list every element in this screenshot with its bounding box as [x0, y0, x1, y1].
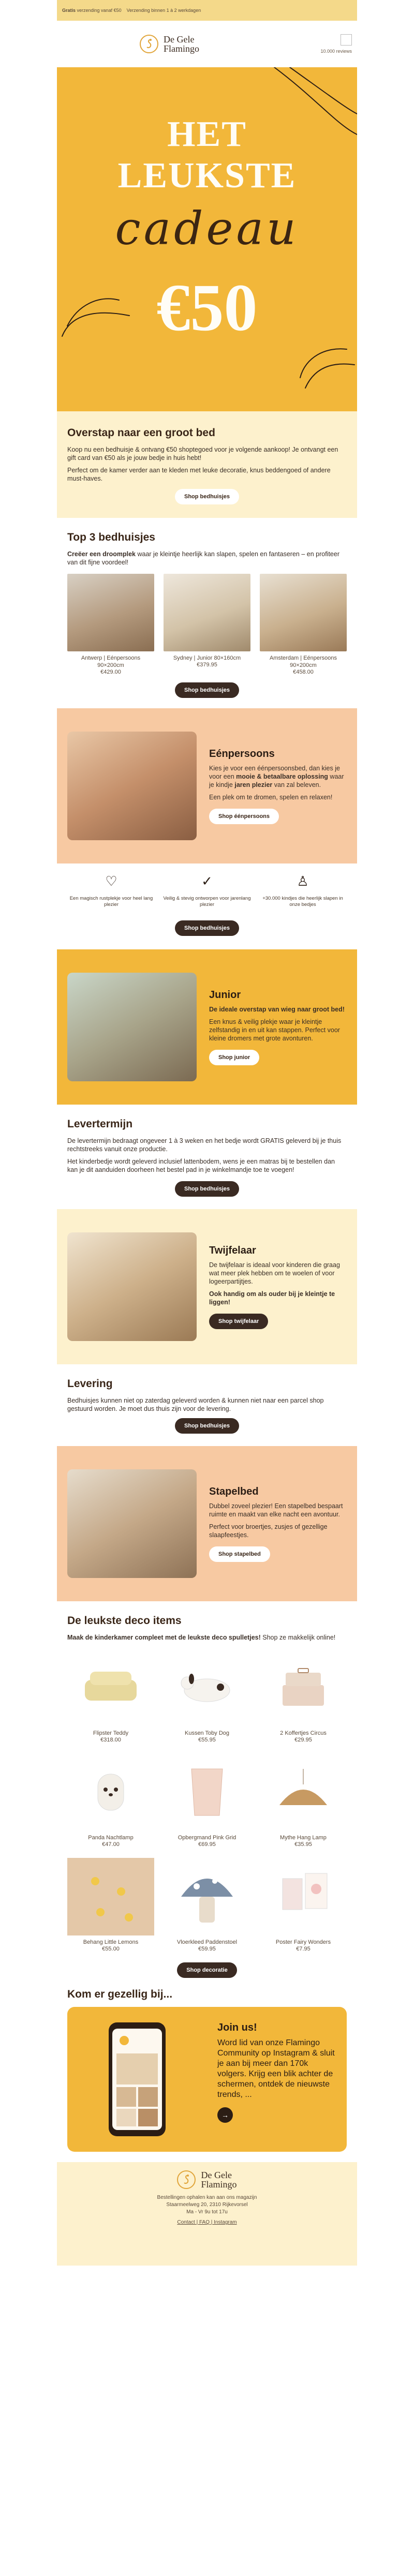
- usp-text: Een magisch rustplekje voor heel lang plezier: [69, 896, 153, 907]
- hanging-lamp-icon: [260, 1753, 347, 1831]
- hero-amount: €50: [156, 271, 258, 345]
- stapelbed-image[interactable]: [67, 1469, 197, 1578]
- footer: [57, 2162, 357, 2266]
- levering-text: Bedhuisjes kunnen niet op zaterdag geleverd worden & kunnen niet naar een parcel shop gestuurd worden. Je moet dus thuis zijn voor de levering.: [67, 1397, 324, 1412]
- community-heading: Join us!: [217, 2022, 257, 2033]
- junior-title: Junior: [209, 989, 241, 1001]
- footer-line-1: Bestellingen ophalen kan aan ons magazijn: [157, 2195, 257, 2200]
- usp-item: [67, 873, 155, 908]
- deco-item[interactable]: [260, 1753, 347, 1848]
- deco-name: Kussen Toby Dog: [184, 1730, 230, 1736]
- levering-title: Levering: [67, 1378, 113, 1390]
- deco-item[interactable]: [67, 1649, 154, 1743]
- twijfelaar-text-1: De twijfelaar is ideaal voor kinderen die graag wat meer plek hebben om te woelen of voor logeerpartijtjes.: [209, 1261, 340, 1285]
- product-image: [67, 574, 154, 651]
- product-card[interactable]: [164, 574, 250, 675]
- intro-section: [57, 411, 357, 518]
- deco-price: €55.95: [198, 1737, 216, 1743]
- deco-price: €47.00: [102, 1841, 120, 1848]
- levertermijn-text-2: Het kinderbedje wordt geleverd inclusief lattenbodem, wens je een matras bij te bestellen dan kan je dit aanduiden doorheen het bestel pad in je winkelmandje toe te voegen!: [67, 1158, 335, 1173]
- top3-lead: Creëer een droomplek waar je kleintje heerlijk kan slapen, spelen en fantaseren – en profiteer van dit fijne voordeel!: [67, 550, 339, 566]
- product-name: Sydney | Junior 80×160cm: [173, 655, 241, 661]
- arrow-right-icon[interactable]: →: [217, 2107, 233, 2123]
- reviews-count: 10.000 reviews: [320, 49, 352, 54]
- levertermijn-section: [57, 1105, 357, 1209]
- reviews-icon: [341, 34, 352, 46]
- deco-item[interactable]: [260, 1858, 347, 1952]
- deco-lead: Maak de kinderkamer compleet met de leukste deco spulletjes! Shop ze makkelijk online!: [67, 1634, 336, 1641]
- deco-price: €35.95: [294, 1841, 312, 1848]
- footer-logo[interactable]: [57, 2170, 357, 2189]
- shop-twijfelaar-button[interactable]: Shop twijfelaar: [209, 1314, 268, 1329]
- product-card[interactable]: [67, 574, 154, 675]
- shop-junior-button[interactable]: Shop junior: [209, 1050, 259, 1065]
- community-text: Word lid van onze Flamingo Community op Instagram & sluit je aan bij meer dan 170k volgers. Krijg een blik achter de schermen, ontdek de nieuwste trends, ...: [217, 2038, 335, 2099]
- junior-section: [57, 949, 357, 1105]
- brand-name-line2: Flamingo: [201, 2179, 237, 2190]
- twijfelaar-title: Twijfelaar: [209, 1244, 256, 1256]
- community-section: [57, 1988, 357, 2162]
- usp-text: +30.000 kindjes die heerlijk slapen in onze bedjes: [262, 896, 343, 907]
- brand-name-line1: De Gele: [201, 2170, 232, 2180]
- basket-icon: [164, 1753, 250, 1831]
- rug-icon: [164, 1858, 250, 1935]
- person-icon: ♙: [297, 873, 309, 889]
- top3-title: Top 3 bedhuisjes: [67, 531, 155, 543]
- deco-item[interactable]: [164, 1858, 250, 1952]
- flamingo-icon: [140, 35, 158, 53]
- usp-row: [57, 863, 357, 913]
- levertermijn-title: Levertermijn: [67, 1118, 133, 1130]
- deco-item[interactable]: [67, 1858, 154, 1952]
- stapelbed-text-1: Dubbel zoveel plezier! Een stapelbed bespaart ruimte en maakt van elke nacht een avontuur.: [209, 1502, 343, 1518]
- product-name: Antwerp | Eénpersoons 90×200cm: [81, 655, 141, 668]
- shop-stapelbed-button[interactable]: Shop stapelbed: [209, 1546, 270, 1562]
- brand-logo[interactable]: [140, 35, 199, 53]
- shop-bedhuisjes-button[interactable]: Shop bedhuisjes: [175, 1181, 239, 1197]
- eenpersoons-title: Eénpersoons: [209, 748, 275, 760]
- header: [57, 21, 357, 67]
- eenpersoons-section: [57, 708, 357, 863]
- shop-eenpersoons-button[interactable]: Shop éénpersoons: [209, 809, 279, 824]
- top3-section: [57, 518, 357, 708]
- deco-name: Opbergmand Pink Grid: [178, 1835, 236, 1841]
- deco-item[interactable]: [164, 1753, 250, 1848]
- deco-price: €29.95: [294, 1737, 312, 1743]
- deco-name: Flipster Teddy: [93, 1730, 129, 1736]
- delivery-notice: Verzending binnen 1 à 2 werkdagen: [126, 8, 201, 13]
- twijfelaar-image[interactable]: [67, 1232, 197, 1341]
- footer-links[interactable]: Contact | FAQ | Instagram: [177, 2220, 237, 2225]
- product-card[interactable]: [260, 574, 347, 675]
- deco-name: Vloerkleed Paddenstoel: [176, 1939, 238, 1945]
- brand-name-line1: De Gele: [164, 34, 195, 44]
- community-title: Kom er gezellig bij...: [67, 1988, 173, 2000]
- deco-item[interactable]: [164, 1649, 250, 1743]
- shop-bedhuisjes-button[interactable]: Shop bedhuisjes: [175, 1418, 239, 1434]
- product-price: €379.95: [197, 662, 217, 668]
- deco-price: €7.95: [296, 1946, 310, 1952]
- deco-price: €55.00: [102, 1946, 120, 1952]
- junior-image[interactable]: [67, 973, 197, 1081]
- shop-decoratie-button[interactable]: Shop decoratie: [177, 1962, 236, 1978]
- junior-text: Een knus & veilig plekje waar je kleintje zelfstandig in en uit kan stappen. Perfect voor kleine dromers met grote avonturen.: [209, 1018, 340, 1042]
- eenpersoons-image[interactable]: [67, 732, 197, 840]
- deco-price: €69.95: [198, 1841, 216, 1848]
- shop-bedhuisjes-button[interactable]: Shop bedhuisjes: [175, 682, 239, 698]
- phone-icon: [67, 2007, 207, 2152]
- flamingo-icon: [177, 2170, 196, 2189]
- hero-line-1: HET: [167, 114, 247, 154]
- heart-icon: ♡: [105, 873, 117, 889]
- intro-text-1: Koop nu een bedhuisje & ontvang €50 shoptegoed voor je volgende aankoop! Je ontvangt een gift card van €50 als je jouw bedje in huis hebt!: [67, 446, 338, 461]
- dog-cushion-icon: [164, 1649, 250, 1726]
- check-icon: ✓: [201, 873, 213, 889]
- brand-name-line2: Flamingo: [164, 43, 200, 54]
- product-name: Amsterdam | Eénpersoons 90×200cm: [269, 655, 337, 668]
- deco-name: Behang Little Lemons: [83, 1939, 139, 1945]
- intro-title: Overstap naar een groot bed: [67, 427, 215, 439]
- twijfelaar-text-2: Ook handig om als ouder bij je kleintje te liggen!: [209, 1290, 335, 1306]
- levering-section: [57, 1364, 357, 1446]
- deco-section: [57, 1601, 357, 1988]
- intro-text-2: Perfect om de kamer verder aan te kleden met leuke decoratie, knus beddengoed of andere must-haves.: [67, 467, 331, 482]
- product-price: €429.00: [100, 669, 121, 675]
- lamp-icon: [67, 1753, 154, 1831]
- deco-name: Poster Fairy Wonders: [275, 1939, 331, 1945]
- eenpersoons-text-1: Kies je voor een éénpersoonsbed, dan kies je voor een mooie & betaalbare oplossing waar je kindje jaren plezier van zal beleven.: [209, 764, 344, 788]
- deco-price: €318.00: [100, 1737, 121, 1743]
- poster-icon: [260, 1858, 347, 1935]
- junior-subtitle: De ideale overstap van wieg naar groot bed!: [209, 1005, 345, 1013]
- footer-line-3: Ma - Vr 9u tot 17u: [186, 2209, 228, 2215]
- usp-item: [163, 873, 251, 908]
- footer-line-2: Staarmeelweg 20, 2310 Rijkevorsel: [166, 2202, 248, 2208]
- deco-name: Mythe Hang Lamp: [280, 1835, 327, 1841]
- deco-name: Panda Nachtlamp: [88, 1835, 134, 1841]
- twijfelaar-section: [57, 1209, 357, 1364]
- hero-line-3: cadeau: [115, 202, 299, 255]
- shop-bedhuisjes-button[interactable]: Shop bedhuisjes: [175, 489, 239, 504]
- deco-name: 2 Koffertjes Circus: [280, 1730, 327, 1736]
- top-info-bar: [57, 0, 357, 21]
- free-shipping-notice: Gratis verzending vanaf €50: [62, 8, 122, 13]
- wallpaper-icon: [67, 1858, 154, 1935]
- deco-item[interactable]: [260, 1649, 347, 1743]
- hero-line-2: LEUKSTE: [117, 156, 297, 196]
- sofa-icon: [67, 1649, 154, 1726]
- stapelbed-section: [57, 1446, 357, 1601]
- shop-bedhuisjes-button[interactable]: Shop bedhuisjes: [175, 920, 239, 936]
- deco-title: De leukste deco items: [67, 1615, 182, 1627]
- suitcase-icon: [260, 1649, 347, 1726]
- product-image: [164, 574, 250, 651]
- deco-grid: [67, 1649, 347, 1952]
- stapelbed-text-2: Perfect voor broertjes, zusjes of gezellige slaapfeestjes.: [209, 1523, 328, 1539]
- community-banner[interactable]: [67, 2007, 347, 2152]
- product-price: €458.00: [293, 669, 314, 675]
- usp-text: Veilig & stevig ontworpen voor jarenlang plezier: [163, 896, 251, 907]
- eenpersoons-text-2: Een plek om te dromen, spelen en relaxen!: [209, 793, 333, 801]
- deco-item[interactable]: [67, 1753, 154, 1848]
- product-image: [260, 574, 347, 651]
- hero-banner[interactable]: [57, 67, 357, 411]
- usp-item: [259, 873, 347, 908]
- levertermijn-text-1: De levertermijn bedraagt ongeveer 1 à 3 weken en het bedje wordt GRATIS geleverd bij je thuis rechtstreeks vanuit onze productie.: [67, 1137, 342, 1153]
- deco-price: €59.95: [198, 1946, 216, 1952]
- stapelbed-title: Stapelbed: [209, 1485, 259, 1497]
- reviews-badge[interactable]: [320, 34, 352, 54]
